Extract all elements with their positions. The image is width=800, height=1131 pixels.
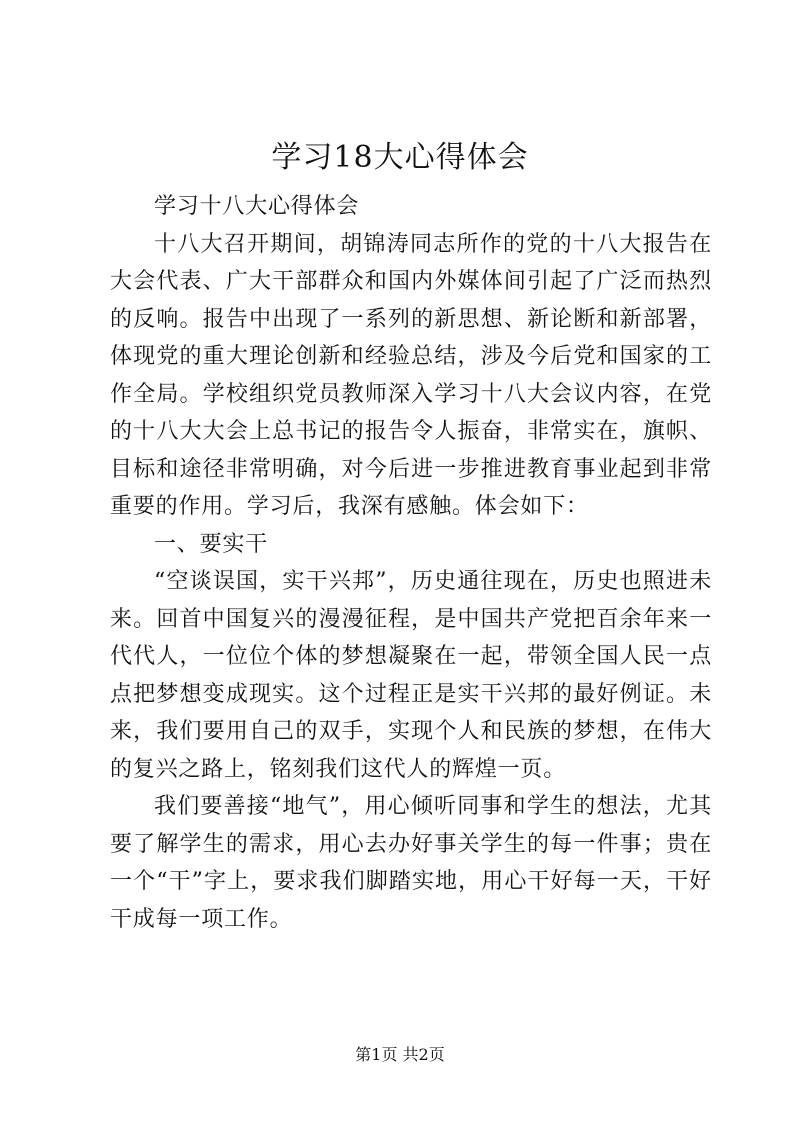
- intro-paragraph: 十八大召开期间，胡锦涛同志所作的党的十八大报告在大会代表、广大干部群众和国内外媒体间引起了广泛而热烈的反响。报告中出现了一系列的新思想、新论断和新部署，体现党的重大理论创新和经验总结，涉及今后党和国家的工作全局。学校组织党员教师深入学习十八大会议内容，在党的十八大大会上总书记的报告令人振奋，非常实在，旗帜、目标和途径非常明确，对今后进一步推进教育事业起到非常重要的作用。学习后，我深有感触。体会如下：: [110, 231, 712, 519]
- section-heading: 一、要实干: [154, 531, 269, 557]
- section-paragraph: 我们要善接“地气”，用心倾听同事和学生的想法，尤其要了解学生的需求，用心去办好事关学生的每一件事；贵在一个“干”字上，要求我们脚踏实地，用心干好每一天，干好干成每一项工作。: [110, 794, 712, 932]
- document-body: [110, 188, 712, 938]
- subtitle-paragraph: 学习十八大心得体会: [154, 194, 360, 219]
- document-title: 学习18大心得体会: [271, 140, 529, 175]
- section-paragraph: “空谈误国，实干兴邦”，历史通往现在，历史也照进未来。回首中国复兴的漫漫征程，是中国共产党把百余年来一代代人，一位位个体的梦想凝聚在一起，带领全国人民一点点把梦想变成现实。这个过程正是实干兴邦的最好例证。未来，我们要用自己的双手，实现个人和民族的梦想，在伟大的复兴之路上，铭刻我们这代人的辉煌一页。: [110, 569, 712, 782]
- page-footer: 第1页 共2页: [355, 1045, 445, 1064]
